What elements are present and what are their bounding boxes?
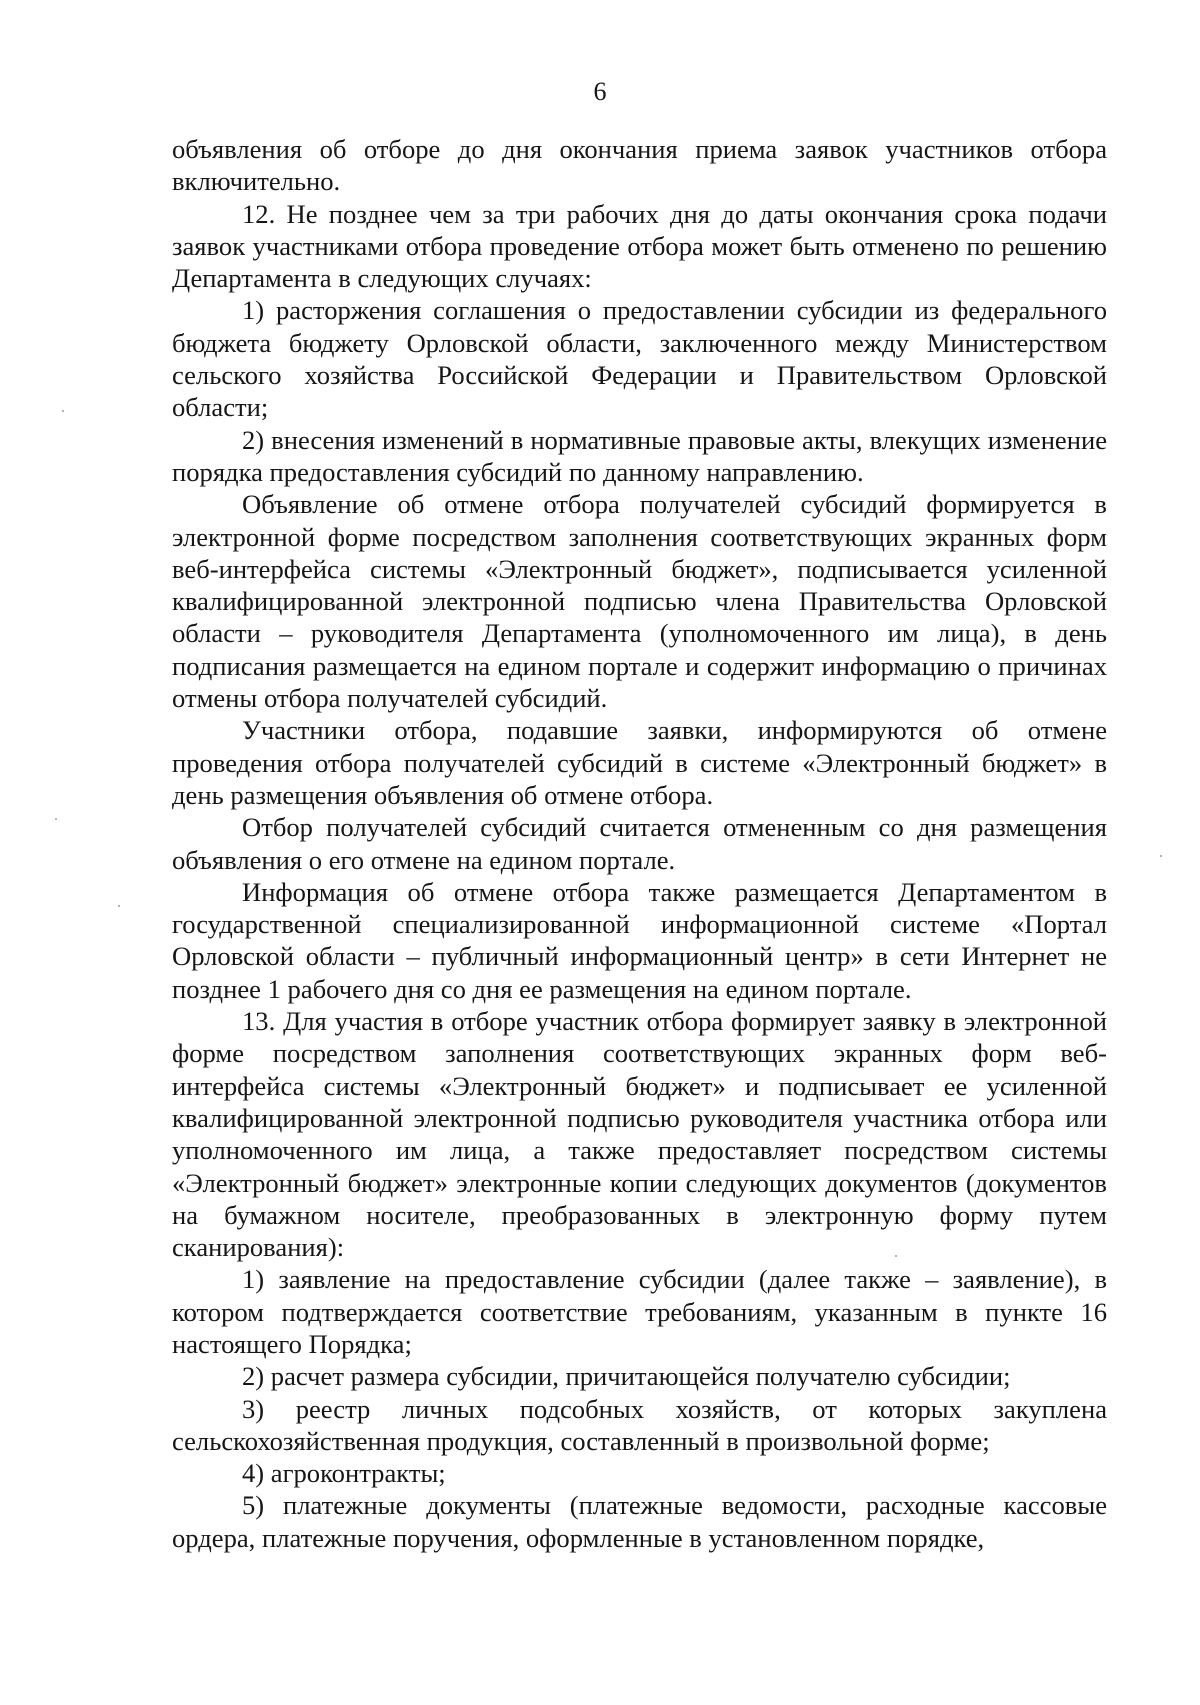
paragraph-clause-12: 12. Не позднее чем за три рабочих дня до даты окончания срока подачи заявок участниками отбора проведение отбора может быть отменено по решению Департамента в следующих случаях: (172, 198, 1107, 294)
paragraph-clause-13-item-1: 1) заявление на предоставление субсидии (далее также – заявление), в котором подтверждается соответствие требованиям, указанным в пункте 16 настоящего Порядка; (172, 1264, 1107, 1359)
paragraph-cancellation-notice: Объявление об отмене отбора получателей субсидий формируется в электронной форме посредством заполнения соответствующих экранных форм веб-интерфейса системы «Электронный бюджет», подписывается усиленной квалифицированной электронной подписью члена Правительства Орловской области – руководителя Департамента (уполномоченного им лица), в день подписания размещается на едином портале и содержит информацию о причинах отмены отбора получателей субсидий. (172, 489, 1107, 714)
paragraph-selection-cancelled: Отбор получателей субсидий считается отмененным со дня размещения объявления о его отмене на едином портале. (172, 812, 1107, 875)
paragraph-clause-13-item-3: 3) реестр личных подсобных хозяйств, от которых закуплена сельскохозяйственная продукция, составленный в произвольной форме; (172, 1393, 1107, 1456)
scan-speck (1160, 855, 1162, 857)
document-body (172, 133, 1107, 1554)
paragraph-clause-13-item-5: 5) платежные документы (платежные ведомости, расходные кассовые ордера, платежные поручения, оформленные в установленном порядке, (172, 1490, 1107, 1553)
paragraph-clause-13: 13. Для участия в отборе участник отбора формирует заявку в электронной форме посредством заполнения соответствующих экранных форм веб-интерфейса системы «Электронный бюджет» и подписывает ее усиленной квалифицированной электронной подписью руководителя участника отбора или уполномоченного им лица, а также предоставляет посредством системы «Электронный бюджет» электронные копии следующих документов (документов на бумажном носителе, преобразованных в электронную форму путем сканирования): (172, 1006, 1107, 1263)
paragraph-clause-13-item-2: 2) расчет размера субсидии, причитающейся получателю субсидии; (242, 1361, 1011, 1392)
paragraph-continuation: объявления об отборе до дня окончания приема заявок участников отбора включительно. (172, 134, 1107, 197)
paragraph-cancellation-info: Информация об отмене отбора также размещается Департаментом в государственной специализированной информационной системе «Портал Орловской области – публичный информационный центр» в сети Интернет не позднее 1 рабочего дня со дня ее размещения на едином портале. (172, 876, 1107, 1004)
scan-speck (62, 410, 64, 412)
page-number: 6 (593, 77, 607, 106)
paragraph-clause-13-item-4: 4) агроконтракты; (242, 1458, 446, 1489)
paragraph-clause-12-item-2: 2) внесения изменений в нормативные правовые акты, влекущих изменение порядка предоставления субсидий по данному направлению. (172, 424, 1107, 487)
paragraph-participants-informed: Участники отбора, подавшие заявки, информируются об отмене проведения отбора получателей субсидий в системе «Электронный бюджет» в день размещения объявления об отмене отбора. (172, 715, 1107, 810)
paragraph-clause-12-item-1: 1) расторжения соглашения о предоставлении субсидии из федерального бюджета бюджету Орловской области, заключенного между Министерством сельского хозяйства Российской Федерации и Правительством Орловской области; (172, 295, 1107, 423)
scan-speck (118, 905, 120, 907)
scan-speck (895, 1255, 897, 1257)
scan-speck (55, 818, 57, 820)
